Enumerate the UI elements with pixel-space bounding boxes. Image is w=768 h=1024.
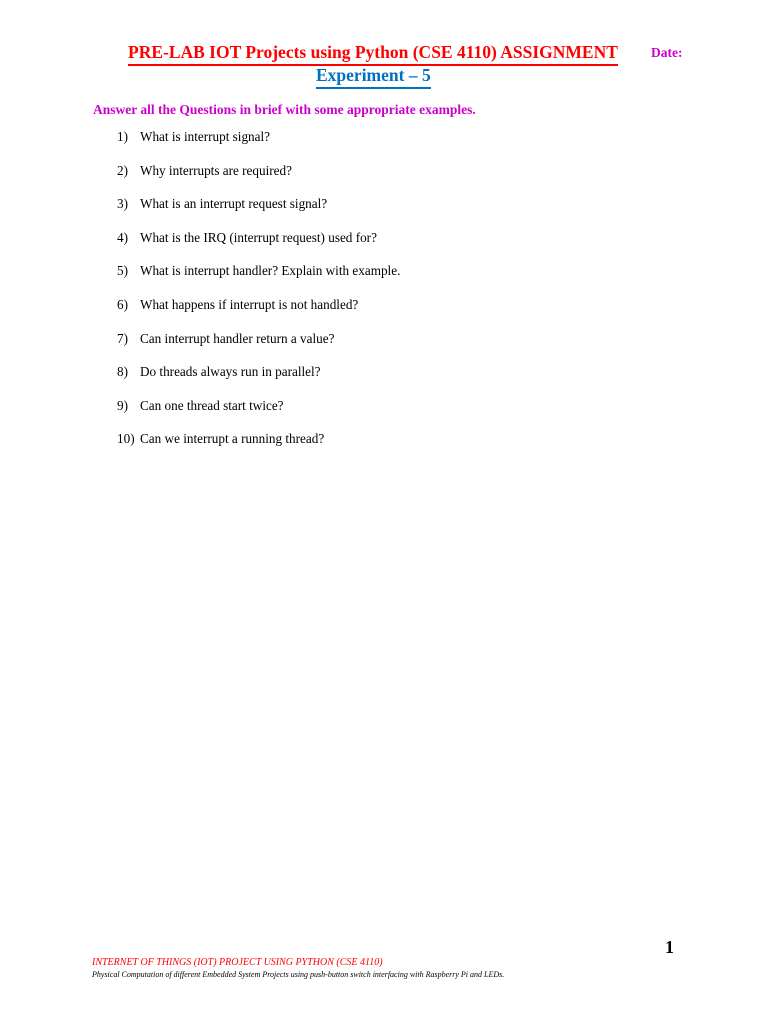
question-number: 7) [117,330,128,346]
question-text: Do threads always run in parallel? [140,364,321,380]
list-item [117,195,400,229]
question-number: 2) [117,162,128,178]
experiment-title: Experiment – 5 [316,63,431,89]
question-text: What is an interrupt request signal? [140,196,328,212]
question-text: What happens if interrupt is not handled? [140,296,359,312]
list-item [117,229,400,263]
question-text: What is interrupt signal? [140,129,271,144]
question-text: Can one thread start twice? [140,397,284,413]
question-list [117,128,400,464]
list-item [117,430,400,464]
question-text: Why interrupts are required? [140,162,292,178]
list-item [117,162,400,196]
list-item [117,296,400,330]
footer-description: Physical Computation of different Embedded System Projects using push-button switch interfacing with Raspberry Pi and LEDs. [92,970,505,979]
date-label: Date: [651,45,683,60]
list-item [117,262,400,296]
question-number: 1) [117,129,128,144]
list-item [117,397,400,431]
assignment-title: PRE-LAB IOT Projects using Python (CSE 4110) ASSIGNMENT [128,40,618,66]
question-text: Can we interrupt a running thread? [140,431,325,447]
question-number: 9) [117,397,128,413]
question-number: 3) [117,196,128,212]
question-text: What is the IRQ (interrupt request) used for? [140,229,377,245]
question-text: What is interrupt handler? Explain with example. [140,263,401,279]
question-number: 4) [117,229,128,245]
list-item [117,128,400,162]
question-number: 8) [117,364,128,380]
list-item [117,363,400,397]
list-item [117,330,400,364]
question-number: 10) [117,431,135,447]
question-number: 5) [117,263,128,279]
instructions-text: Answer all the Questions in brief with some appropriate examples. [93,102,476,117]
page-number: 1 [665,937,674,957]
footer-course-title: INTERNET OF THINGS (IOT) PROJECT USING PYTHON (CSE 4110) [92,957,383,968]
question-number: 6) [117,296,128,312]
question-text: Can interrupt handler return a value? [140,330,335,346]
